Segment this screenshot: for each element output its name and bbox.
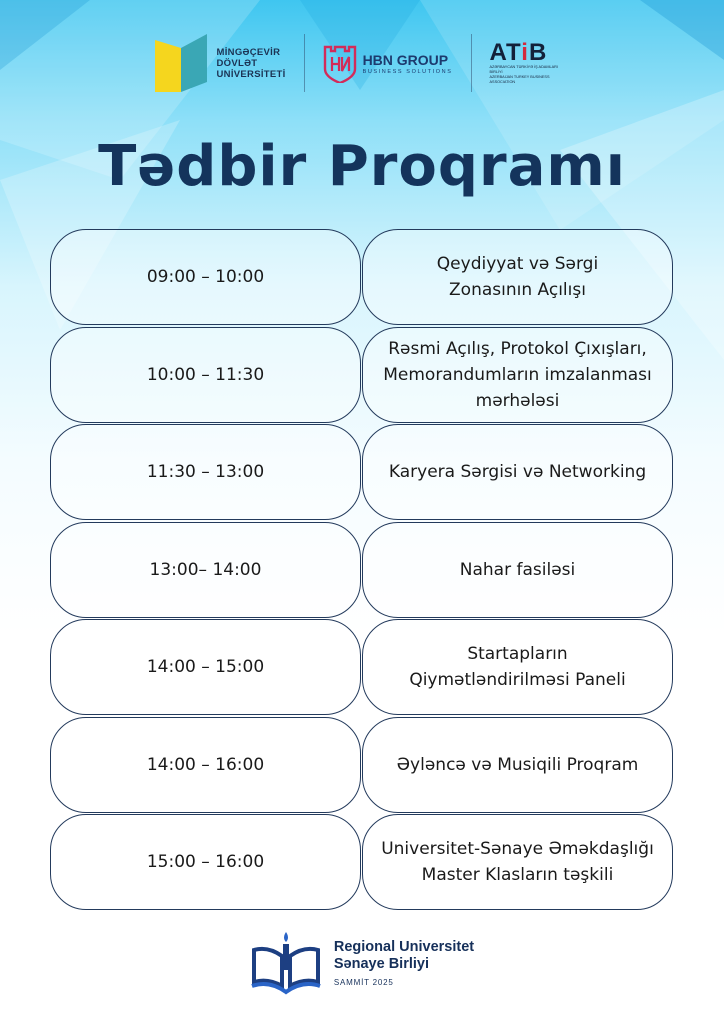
summit-logo [0,930,724,996]
schedule-row [50,229,674,327]
university-logo [155,34,286,92]
hbn-tagline: BUSINESS SOLUTIONS [362,68,453,75]
summit-name-line-1: Regional Universitet [333,939,475,955]
logo-separator [304,34,305,92]
schedule-time: 11:30 – 13:00 [50,424,361,520]
hbn-logo [323,43,453,83]
summit-year: SAMMİT 2025 [333,978,394,987]
university-name [217,47,286,80]
schedule-time: 15:00 – 16:00 [50,814,361,910]
schedule-time: 14:00 – 16:00 [50,717,361,813]
schedule-event: Karyera Sərgisi və Networking [362,424,673,520]
schedule-event: Universitet-Sənaye Əməkdaşlığı Master Klasların təşkili [362,814,673,910]
schedule-row [50,327,674,425]
schedule-row [50,424,674,522]
schedule-time: 14:00 – 15:00 [50,619,361,715]
schedule-time: 09:00 – 10:00 [50,229,361,325]
page-title: Tədbir Proqramı [98,134,626,199]
hbn-shield-icon [323,43,357,83]
atib-subline-1: AZƏRBAYCAN TÜRKİYƏ İŞ ADAMLARI BİRLİYİ [489,65,558,74]
hbn-name: HBN GROUP [362,51,449,68]
schedule-event: Nahar fasiləsi [362,522,673,618]
university-mark-teal [181,34,207,92]
schedule-table [50,229,674,912]
university-line-1: MİNGƏÇEVİR [216,46,281,58]
schedule-time: 10:00 – 11:30 [50,327,361,423]
schedule-row [50,717,674,815]
atib-name [490,41,548,65]
atib-name-prefix: AT [489,39,522,66]
schedule-row [50,814,674,912]
schedule-row [50,619,674,717]
schedule-event: Rəsmi Açılış, Protokol Çıxışları, Memorandumların imzalanması mərhələsi [362,327,673,423]
logo-separator [471,34,472,92]
university-line-2: DÖVLƏT [216,57,258,69]
schedule-time: 13:00– 14:00 [50,522,361,618]
atib-subline-2: AZERBAIJAN TURKEY BUSINESS ASSOCIATION [489,75,550,84]
atib-name-accent: i [521,39,529,66]
university-mark-icon [155,34,209,92]
schedule-event: Startapların Qiymətləndirilməsi Paneli [362,619,673,715]
schedule-event: Əyləncə və Musiqili Proqram [362,717,673,813]
atib-logo [490,41,570,85]
university-mark-yellow [155,40,181,92]
partner-logos [0,28,724,98]
schedule-event: Qeydiyyat və Sərgi Zonasının Açılışı [362,229,673,325]
schedule-row [50,522,674,620]
atib-name-suffix: B [528,39,548,66]
open-book-torch-icon [250,930,322,996]
university-line-3: UNİVERSİTETİ [216,68,286,80]
summit-name-line-2: Sənaye Birliyi [333,956,429,972]
